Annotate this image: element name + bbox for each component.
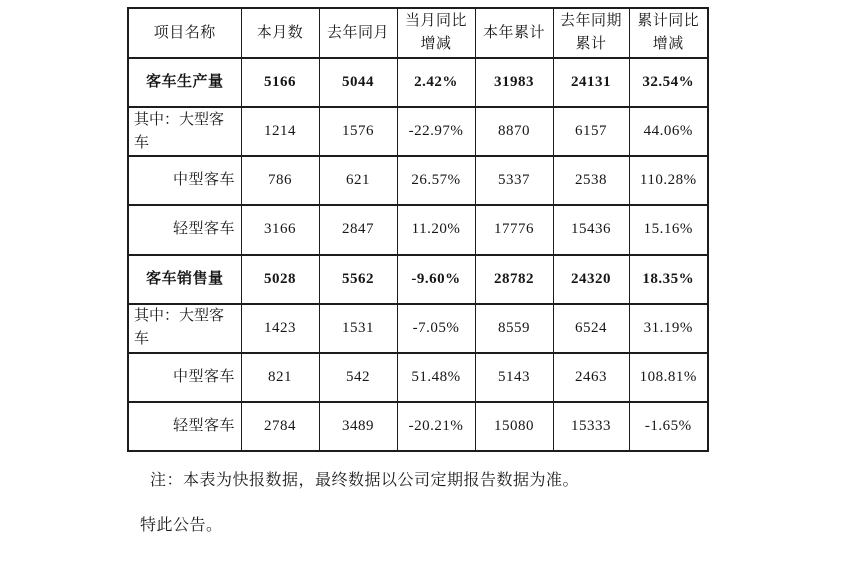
value-cell: 3166 [241,205,319,254]
table-row-bus-production-total [128,58,708,107]
row-label: 轻型客车 [128,205,241,254]
value-cell: 5562 [319,255,397,304]
value-cell: 2784 [241,402,319,451]
value-cell: 26.57% [397,156,475,205]
value-cell: 2847 [319,205,397,254]
value-cell: -22.97% [397,107,475,156]
value-cell: 8870 [475,107,553,156]
value-cell: 15436 [553,205,629,254]
row-label: 中型客车 [128,156,241,205]
value-cell: -1.65% [629,402,708,451]
row-label: 轻型客车 [128,402,241,451]
header-month-yoy-change: 当月同比增减 [397,8,475,58]
table-row-bus-sales-total [128,255,708,304]
production-sales-table [127,7,709,452]
header-ytd-total: 本年累计 [475,8,553,58]
value-cell: 6524 [553,304,629,353]
value-cell: 621 [319,156,397,205]
value-cell: 51.48% [397,353,475,402]
value-cell: 108.81% [629,353,708,402]
note-announcement: 特此公告。 [140,517,223,534]
value-cell: 786 [241,156,319,205]
table-row-production-medium-bus [128,156,708,205]
value-cell: 2.42% [397,58,475,107]
table-row-sales-light-bus [128,402,708,451]
value-cell: 542 [319,353,397,402]
header-same-month-last-year: 去年同月 [319,8,397,58]
row-label: 客车生产量 [128,58,241,107]
value-cell: 28782 [475,255,553,304]
table-row-production-light-bus [128,205,708,254]
value-cell: 31.19% [629,304,708,353]
value-cell: 1531 [319,304,397,353]
value-cell: 24320 [553,255,629,304]
value-cell: 44.06% [629,107,708,156]
table-row-production-large-bus [128,107,708,156]
value-cell: 5044 [319,58,397,107]
value-cell: 5337 [475,156,553,205]
value-cell: 31983 [475,58,553,107]
value-cell: 821 [241,353,319,402]
value-cell: 18.35% [629,255,708,304]
value-cell: 24131 [553,58,629,107]
value-cell: -9.60% [397,255,475,304]
value-cell: 15333 [553,402,629,451]
value-cell: 6157 [553,107,629,156]
header-cumulative-yoy-change: 累计同比增减 [629,8,708,58]
value-cell: 8559 [475,304,553,353]
header-item-name: 项目名称 [128,8,241,58]
value-cell: -7.05% [397,304,475,353]
note-disclaimer: 注：本表为快报数据，最终数据以公司定期报告数据为准。 [150,472,580,489]
value-cell: 5143 [475,353,553,402]
header-current-month: 本月数 [241,8,319,58]
value-cell: 2463 [553,353,629,402]
row-label: 其中：大型客车 [128,304,241,353]
value-cell: 1423 [241,304,319,353]
value-cell: 3489 [319,402,397,451]
value-cell: 110.28% [629,156,708,205]
table-row-sales-medium-bus [128,353,708,402]
value-cell: 1214 [241,107,319,156]
row-label: 中型客车 [128,353,241,402]
row-label: 客车销售量 [128,255,241,304]
value-cell: 17776 [475,205,553,254]
value-cell: 15080 [475,402,553,451]
table-header-row [128,8,708,58]
value-cell: 5028 [241,255,319,304]
value-cell: -20.21% [397,402,475,451]
value-cell: 2538 [553,156,629,205]
value-cell: 5166 [241,58,319,107]
value-cell: 1576 [319,107,397,156]
value-cell: 11.20% [397,205,475,254]
row-label: 其中：大型客车 [128,107,241,156]
table-row-sales-large-bus [128,304,708,353]
value-cell: 32.54% [629,58,708,107]
header-last-year-same-period-total: 去年同期累计 [553,8,629,58]
value-cell: 15.16% [629,205,708,254]
